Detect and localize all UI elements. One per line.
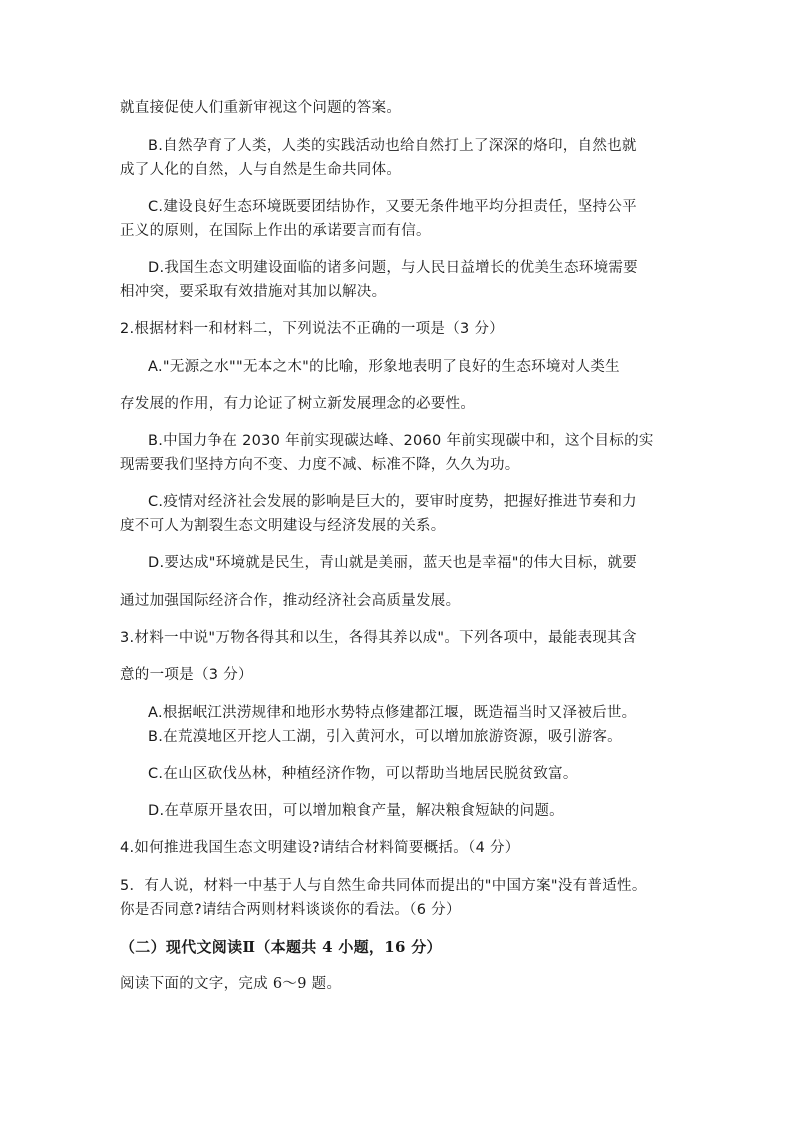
question-2-title: 2.根据材料一和材料二，下列说法不正确的一项是（3 分） [120, 321, 505, 337]
option-d-line-1: D.我国生态文明建设面临的诸多问题，与人民日益增长的优美生态环境需要 [148, 260, 638, 276]
text-line: 就直接促使人们重新审视这个问题的答案。 [120, 100, 402, 116]
question-5-line-2: 你是否同意?请结合两则材料谈谈你的看法。（6 分） [120, 902, 461, 918]
q3-option-a: A.根据岷江洪涝规律和地形水势特点修建都江堰，既造福当时又泽被后世。 [148, 705, 637, 721]
option-b-line-2: 成了人化的自然，人与自然是生命共同体。 [120, 162, 402, 178]
q2-option-c-line-2: 度不可人为割裂生态文明建设与经济发展的关系。 [120, 518, 446, 534]
q2-option-d-line-1: D.要达成"环境就是民生，青山就是美丽，蓝天也是幸福"的伟大目标，就要 [148, 555, 638, 571]
q2-option-b-line-1: B.中国力争在 2030 年前实现碳达峰、2060 年前实现碳中和，这个目标的实 [148, 433, 654, 449]
question-4: 4.如何推进我国生态文明建设?请结合材料简要概括。（4 分） [120, 840, 520, 856]
option-c-line-2: 正义的原则，在国际上作出的承诺要言而有信。 [120, 223, 431, 239]
question-5-line-1: 5．有人说，材料一中基于人与自然生命共同体而提出的"中国方案"没有普适性。 [120, 878, 647, 894]
option-d-line-2: 相冲突，要采取有效措施对其加以解决。 [120, 284, 387, 300]
reading-instruction: 阅读下面的文字，完成 6～9 题。 [120, 976, 342, 992]
q2-option-a-line-1: A."无源之水""无本之木"的比喻，形象地表明了良好的生态环境对人类生 [148, 359, 620, 375]
question-3-title-line-1: 3.材料一中说"万物各得其和以生，各得其养以成"。下列各项中，最能表现其含 [120, 630, 637, 646]
question-3-title-line-2: 意的一项是（3 分） [120, 667, 253, 683]
q2-option-b-line-2: 现需要我们坚持方向不变、力度不减、标准不降，久久为功。 [120, 457, 520, 473]
q2-option-c-line-1: C.疫情对经济社会发展的影响是巨大的，要审时度势，把握好推进节奏和力 [148, 494, 637, 510]
q3-option-c: C.在山区砍伐丛林，种植经济作物，可以帮助当地居民脱贫致富。 [148, 766, 578, 782]
option-b-line-1: B.自然孕育了人类，人类的实践活动也给自然打上了深深的烙印，自然也就 [148, 138, 637, 154]
q2-option-a-line-2: 存发展的作用，有力论证了树立新发展理念的必要性。 [120, 396, 476, 412]
q2-option-d-line-2: 通过加强国际经济合作，推动经济社会高质量发展。 [120, 593, 461, 609]
section-heading: （二）现代文阅读Ⅱ（本题共 4 小题，16 分） [120, 938, 442, 956]
q3-option-b: B.在荒漠地区开挖人工湖，引入黄河水，可以增加旅游资源，吸引游客。 [148, 729, 622, 745]
q3-option-d: D.在草原开垦农田，可以增加粮食产量，解决粮食短缺的问题。 [148, 803, 564, 819]
option-c-line-1: C.建设良好生态环境既要团结协作，又要无条件地平均分担责任，坚持公平 [148, 199, 637, 215]
